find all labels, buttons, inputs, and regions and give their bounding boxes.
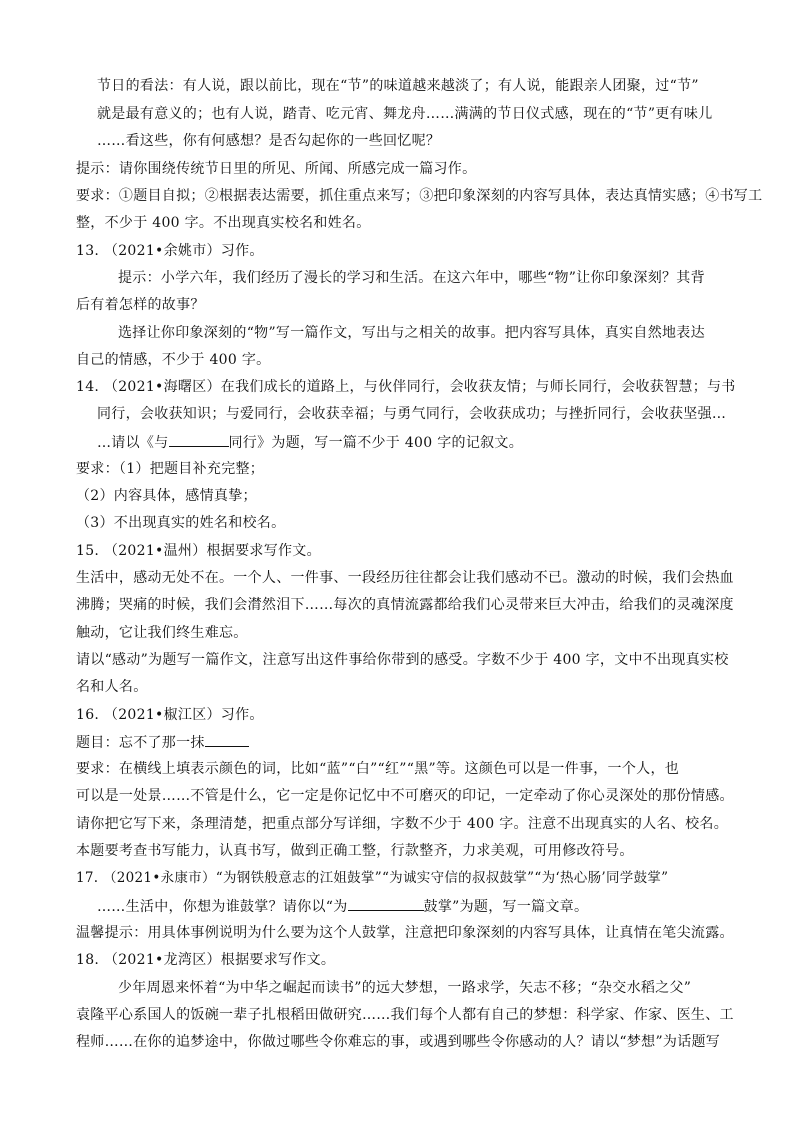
question-14-heading: 14. （2021•海曙区）在我们成长的道路上，与伙伴同行，会收获友情；与师长同行，会收获智慧；与书 [76, 379, 736, 395]
question-16-heading: 16. （2021•椒江区）习作。 [76, 707, 264, 723]
question-15-heading: 15. （2021•温州）根据要求写作文。 [76, 543, 321, 559]
text-line: 节日的看法：有人说，跟以前比，现在“节”的味道越来越淡了；有人说，能跟亲人团聚，过“节” [97, 78, 699, 94]
hint-line: 温馨提示：用具体事例说明为什么要为这个人鼓掌，注意把印象深刻的内容写具体，让真情在笔尖流露。 [76, 925, 734, 941]
text-line: 选择让你印象深刻的“物”写一篇作文，写出与之相关的故事。把内容写具体，真实自然地表达 [118, 325, 705, 341]
text-line: 请以“感动”为题写一篇作文，注意写出这件事给你带到的感受。字数不少于 400 字，文中不出现真实校 [76, 652, 729, 668]
question-18-heading: 18. （2021•龙湾区）根据要求写作文。 [76, 952, 336, 968]
text-line: 后有着怎样的故事？ [76, 297, 205, 313]
text-segment: 鼓掌”为题，写一篇文章。 [423, 899, 589, 915]
text-line: ……看这些，你有何感想？是否勾起你的一些回忆呢？ [97, 133, 441, 149]
text-line: 请你把它写下来，条理清楚，把重点部分写详细，字数不少于 400 字。注意不出现真实的人名、校名。 [76, 816, 729, 832]
text-line: 同行，会收获知识；与爱同行，会收获幸福；与勇气同行，会收获成功；与挫折同行，会收获坚强… [97, 406, 727, 422]
text-segment: ……生活中，你想为谁鼓掌？请你以“为 [97, 899, 348, 915]
text-line: 生活中，感动无处不在。一个人、一件事、一段经历往往都会让我们感动不已。激动的时候，我们会热血 [76, 570, 734, 586]
text-line: 少年周恩来怀着“为中华之崛起而读书”的远大梦想，一路求学，矢志不移；“杂交水稻之父” [118, 980, 692, 996]
question-17-heading: 17. （2021•永康市）“为钢铁般意志的江姐鼓掌”“为诚实守信的叔叔鼓掌”“为‘热心肠’同学鼓掌” [76, 870, 669, 886]
requirement-line: 要求：（1）把题目补充完整； [76, 461, 265, 477]
text-line: （3）不出现真实的姓名和校名。 [76, 515, 286, 531]
fill-blank [169, 432, 229, 447]
text-line: 名和人名。 [76, 679, 148, 695]
fill-blank [348, 896, 424, 911]
text-line [97, 432, 787, 453]
text-line: 就是最有意义的；也有人说，踏青、吃元宵、舞龙舟……满满的节日仪式感，现在的“节”更有味儿 [97, 106, 713, 122]
text-segment: …请以《与 [97, 435, 169, 451]
text-line: 整，不少于 400 字。不出现真实校名和姓名。 [76, 215, 371, 231]
text-segment: 题目：忘不了那一抹 [76, 735, 205, 751]
text-line: 袁隆平心系国人的饭碗一辈子扎根稻田做研究……我们每个人都有自己的梦想：科学家、作家、医生、工 [76, 1007, 734, 1023]
text-line [97, 896, 787, 917]
text-line: 本题要考查书写能力，认真书写，做到正确工整，行款整齐，力求美观，可用修改符号。 [76, 843, 634, 859]
text-line: 触动，它让我们终生难忘。 [76, 625, 248, 641]
text-line [76, 732, 786, 753]
text-segment: 同行》为题，写一篇不少于 400 字的记叙文。 [228, 435, 524, 451]
text-line: 提示：小学六年，我们经历了漫长的学习和生活。在这六年中，哪些“物”让你印象深刻？其背 [118, 270, 705, 286]
requirement-line: 要求：在横线上填表示颜色的词，比如“蓝”“白”“红”“黑”等。这颜色可以是一件事，一个人，也 [76, 761, 680, 777]
hint-line: 提示：请你围绕传统节日里的所见、所闻、所感完成一篇习作。 [76, 161, 477, 177]
text-line: 可以是一处景……不管是什么，它一定是你记忆中不可磨灭的印记，一定牵动了你心灵深处的那份情感。 [76, 788, 734, 804]
text-line: 程师……在你的追梦途中，你做过哪些令你难忘的事，或遇到哪些令你感动的人？请以“梦想”为话题写 [76, 1034, 721, 1050]
text-line: 沸腾；哭痛的时候，我们会潸然泪下……每次的真情流露都给我们心灵带来巨大冲击，给我们的灵魂深度 [76, 597, 734, 613]
text-line: 自己的情感，不少于 400 字。 [76, 352, 271, 368]
text-line: （2）内容具体，感情真挚； [76, 488, 257, 504]
fill-blank [205, 732, 249, 747]
question-13-heading: 13. （2021•余姚市）习作。 [76, 243, 264, 259]
requirement-line: 要求：①题目自拟；②根据表达需要，抓住重点来写；③把印象深刻的内容写具体，表达真情实感；④书写工 [76, 188, 763, 204]
